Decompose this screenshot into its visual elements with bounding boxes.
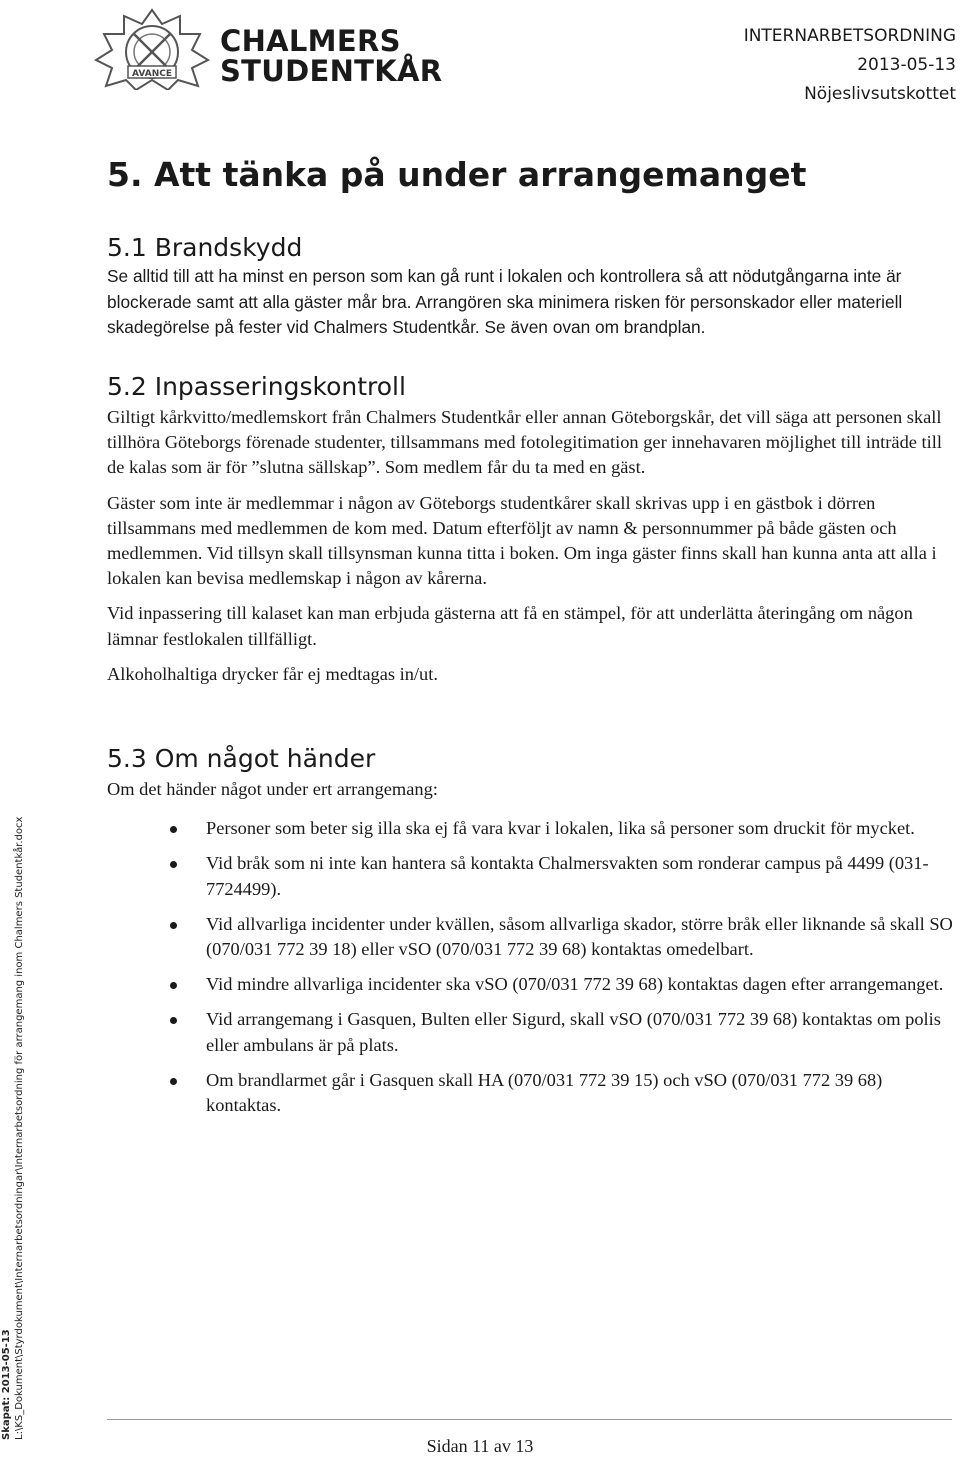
doc-date: 2013-05-13: [857, 55, 956, 75]
list-item-text: Vid mindre allvarliga incidenter ska vSO (070/031 772 39 68) kontaktas dagen efter arrangemanget.: [206, 974, 944, 995]
list-item: [107, 972, 957, 997]
logo-line2: STUDENTKÅR: [220, 54, 443, 88]
list-item-text: Om brandlarmet går i Gasquen skall HA (070/031 772 39 15) och vSO (070/031 772 39 68) kontaktas.: [206, 1069, 883, 1116]
page-number: Sidan 11 av 13: [426, 1436, 534, 1456]
created-date: Skapat: 2013-05-13: [1, 1329, 12, 1440]
paragraph: Giltigt kårkvitto/medlemskort från Chalmers Studentkår eller annan Göteborgskår, det vill säga att personen skall tillhöra Göteborgs förenade studenter, tillsammans med fotolegitimation ger innehavaren möjlighet till inträde till de kalas som är för ”slutna sällskap”. Som medlem får du ta med en gäst.: [107, 407, 942, 478]
bullet-icon: [170, 922, 177, 929]
list-item: [107, 816, 957, 841]
list-item-text: Vid allvarliga incidenter under kvällen, såsom allvarliga skador, större bråk eller liknande så skall SO (070/031 772 39 18) eller vSO (070/031 772 39 68) kontaktas omedelbart.: [206, 913, 953, 960]
chalmers-studentkar-logo: [88, 8, 443, 90]
bullet-list: [107, 816, 957, 1118]
committee-name: Nöjeslivsutskottet: [804, 84, 956, 104]
list-item: [107, 1007, 957, 1057]
paragraph: Vid inpassering till kalaset kan man erbjuda gästerna att få en stämpel, för att underlätta återingång om någon lämnar festlokalen tillfälligt.: [107, 603, 913, 649]
list-item-text: Personer som beter sig illa ska ej få vara kvar i lokalen, lika så personer som druckit för mycket.: [206, 818, 915, 839]
bullet-icon: [170, 1017, 177, 1024]
section-heading: 5.1 Brandskydd: [107, 233, 303, 262]
list-item-text: Vid bråk som ni inte kan hantera så kontakta Chalmersvakten som ronderar campus på 4499 (031-7724499).: [206, 853, 929, 899]
section-om-nagot-hander: [107, 744, 957, 1128]
side-margin-info: [0, 740, 26, 1440]
paragraph: Gäster som inte är medlemmar i någon av Göteborgs studentkårer skall skrivas upp i en gästbok i dörren tillsammans med medlemmen de kom med. Datum efterföljt av namn & personnummer på både gästen och medlemmen. Vid tillsyn skall tillsynsman kunna titta i boken. Om inga gäster finns skall han kunna anta att alla i lokalen kan bevisa medlemskap i någon av kårerna.: [107, 492, 937, 589]
bullet-icon: [170, 982, 177, 989]
bullet-icon: [170, 1078, 177, 1085]
logo-line1: CHALMERS: [220, 24, 401, 58]
footer-rule: [107, 1419, 952, 1420]
logo-seal-text: AVANCE: [132, 69, 172, 79]
file-path: L:\KS_Dokument\Styrdokument\Internarbetsordningar\Internarbetsordning för arrangemang inom Chalmers Studentkår.docx: [14, 816, 25, 1440]
list-item-text: Vid arrangemang i Gasquen, Bulten eller Sigurd, skall vSO (070/031 772 39 68) kontaktas om polis eller ambulans är på plats.: [206, 1009, 941, 1055]
list-item: [107, 851, 957, 901]
list-item: [107, 912, 957, 962]
header-meta: [744, 22, 956, 109]
section-text: Se alltid till att ha minst en person som kan gå runt i lokalen och kontrollera så att nödutgångarna inte är blockerade samt att alla gäster mår bra. Arrangören ska minimera risken för personskador eller materiell skadegörelse på fester vid Chalmers Studentkår. Se även ovan om brandplan.: [107, 266, 903, 337]
list-item: [107, 1068, 957, 1118]
bullet-icon: [170, 861, 177, 868]
doc-type: INTERNARBETSORDNING: [743, 26, 956, 46]
section-brandskydd: [107, 233, 957, 341]
section-inpasseringskontroll: [107, 372, 957, 697]
bullet-icon: [170, 826, 177, 833]
page-title: 5. Att tänka på under arrangemanget: [107, 155, 807, 194]
paragraph: Om det händer något under ert arrangemang:: [107, 779, 438, 799]
logo-seal-icon: [88, 8, 216, 90]
paragraph: Alkoholhaltiga drycker får ej medtagas in/ut.: [107, 663, 438, 684]
section-heading: 5.3 Om något händer: [107, 744, 376, 773]
section-heading: 5.2 Inpasseringskontroll: [107, 372, 406, 401]
logo-wordmark: [220, 26, 442, 86]
